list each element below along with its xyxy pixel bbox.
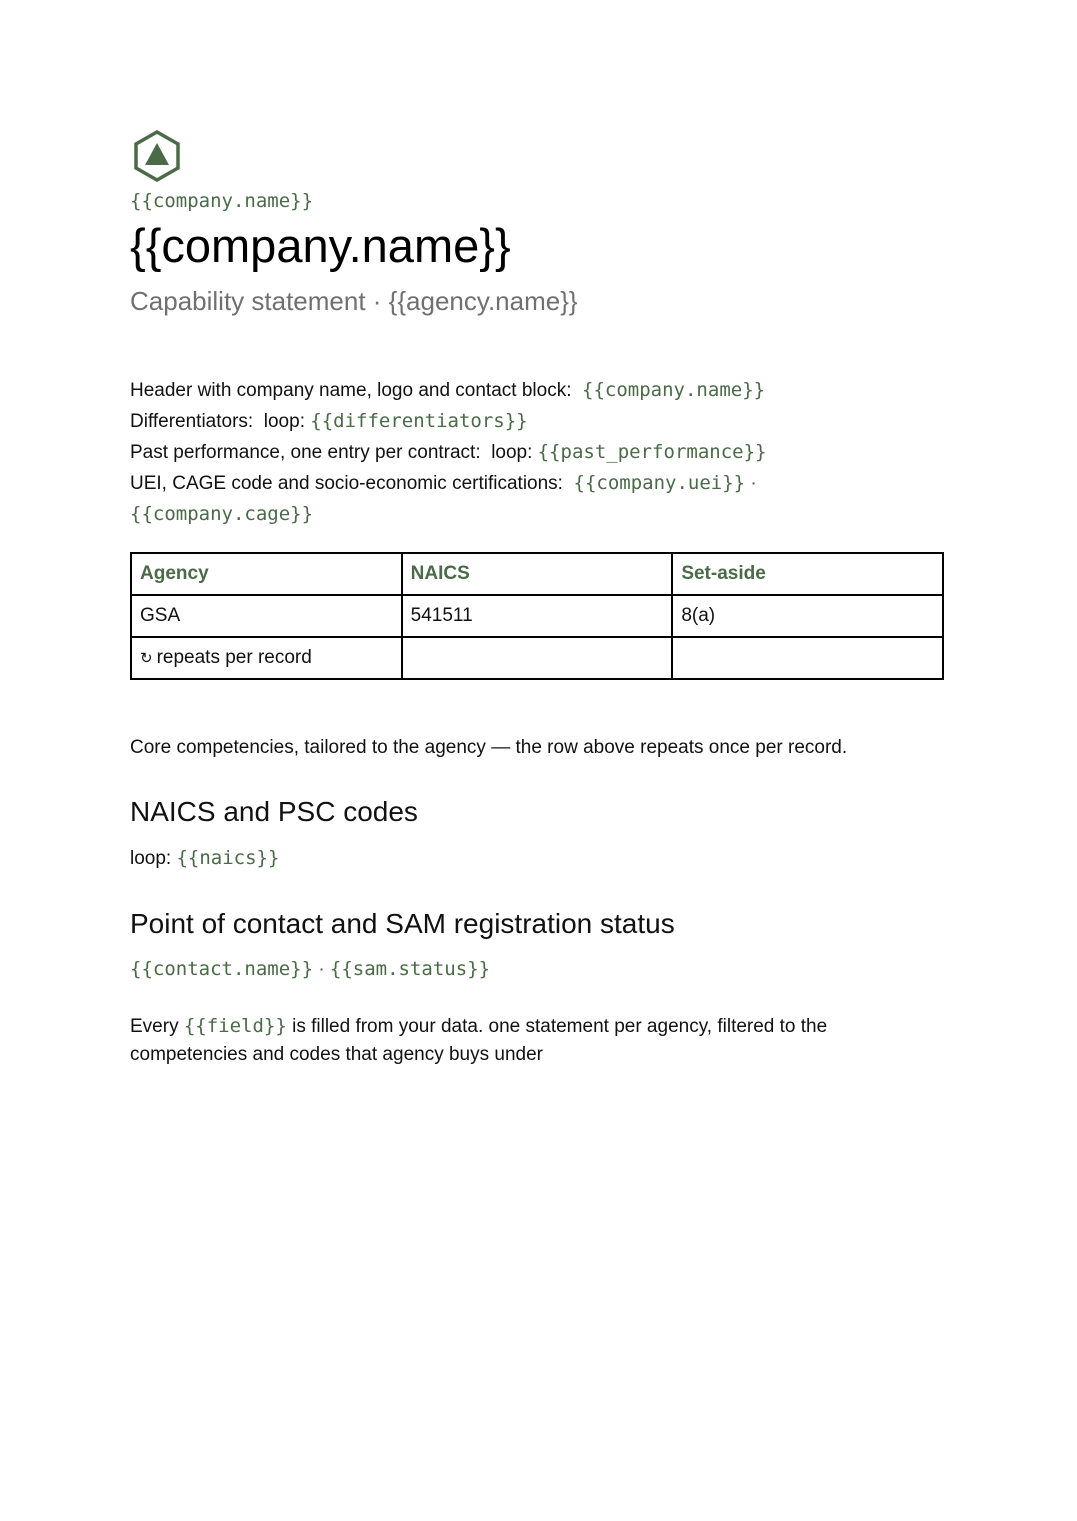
table-cell-set-aside: 8(a) — [672, 595, 943, 637]
section-header — [130, 375, 945, 406]
section-code: {{past_performance}} — [537, 441, 767, 463]
section-code: {{differentiators}} — [310, 410, 528, 432]
separator: · — [318, 959, 325, 980]
section-differentiators — [130, 406, 945, 437]
logo-caption: {{company.name}} — [130, 190, 314, 212]
table-cell-agency: GSA — [131, 595, 402, 637]
document-subtitle: Capability statement · {{agency.name}} — [130, 286, 578, 316]
naics-heading: NAICS and PSC codes — [130, 796, 418, 827]
repeat-label: repeats per record — [156, 647, 312, 668]
hexagon-triangle-logo-icon — [133, 130, 181, 182]
empty-cell — [672, 637, 943, 679]
records-table — [130, 552, 944, 680]
footer-code: {{field}} — [183, 1015, 287, 1037]
loop-prefix: loop: — [491, 442, 533, 463]
footer-text-before: Every — [130, 1016, 179, 1037]
footer-note — [130, 1012, 910, 1069]
naics-loop-line — [130, 844, 279, 873]
document-title: {{company.name}} — [130, 219, 511, 272]
loop-prefix: loop: — [263, 411, 305, 432]
section-label: Header with company name, logo and contact block: — [130, 380, 572, 401]
column-header-agency: Agency — [131, 553, 402, 595]
section-label: Past performance, one entry per contract: — [130, 442, 481, 463]
section-code-continued: {{company.cage}} — [130, 503, 314, 525]
loop-prefix: loop: — [130, 848, 172, 869]
table-note: Core competencies, tailored to the agency — the row above repeats once per record. — [130, 737, 848, 758]
table-row — [131, 595, 943, 637]
table-header-row — [131, 553, 943, 595]
section-registration — [130, 468, 945, 499]
repeat-cell — [131, 637, 402, 679]
section-past-performance — [130, 437, 945, 468]
repeat-icon: ↻ — [140, 649, 153, 667]
table-repeat-row — [131, 637, 943, 679]
poc-line — [130, 955, 490, 984]
separator: · — [750, 473, 757, 494]
footer-text-after: is filled from your data. one statement per agency, filtered to the competencies and codes that agency buys under — [130, 1016, 828, 1065]
poc-heading: Point of contact and SAM registration status — [130, 908, 675, 939]
column-header-naics: NAICS — [402, 553, 673, 595]
naics-code: {{naics}} — [176, 847, 280, 869]
empty-cell — [402, 637, 673, 679]
section-label: UEI, CAGE code and socio-economic certifications: — [130, 473, 563, 494]
section-label: Differentiators: — [130, 411, 254, 432]
column-header-set-aside: Set-aside — [672, 553, 943, 595]
sam-status-code: {{sam.status}} — [329, 958, 491, 980]
section-list — [130, 375, 945, 529]
section-code: {{company.name}} — [582, 379, 766, 401]
section-code: {{company.uei}} — [573, 472, 746, 494]
table-cell-naics: 541511 — [402, 595, 673, 637]
contact-code: {{contact.name}} — [130, 958, 314, 980]
